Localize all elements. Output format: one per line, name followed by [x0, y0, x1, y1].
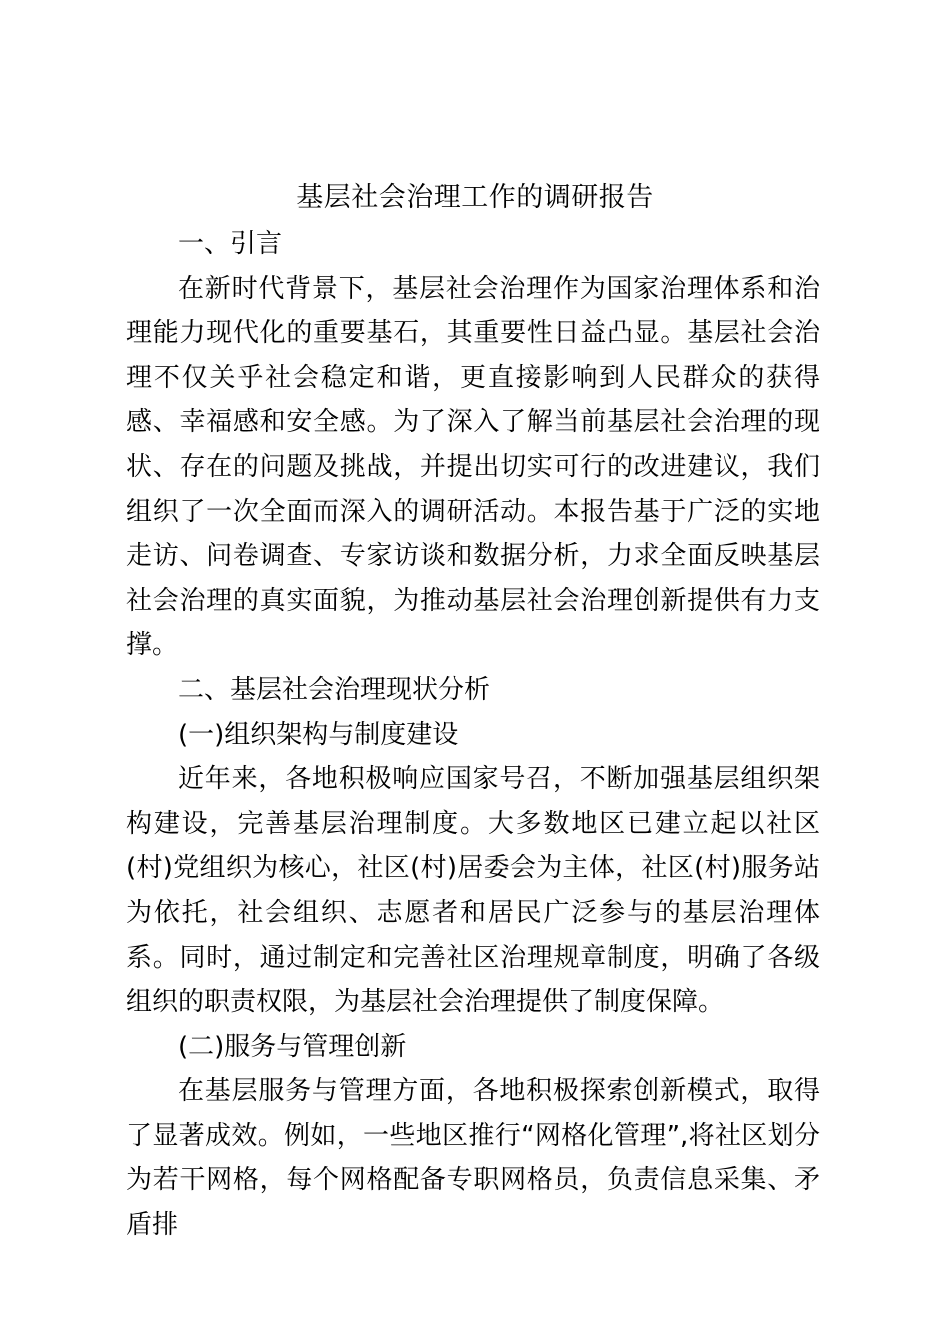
organization-paragraph: 近年来，各地积极响应国家号召，不断加强基层组织架构建设，完善基层治理制度。大多数地区已建立起以社区(村)党组织为核心，社区(村)居委会为主体，社区(村)服务站为依托，社会组织、志愿者和居民广泛参与的基层治理体系。同时，通过制定和完善社区治理规章制度，明确了各级组织的职责权限，为基层社会治理提供了制度保障。	[126, 764, 820, 1018]
subsection-heading-service-innovation: (二)服务与管理创新	[178, 1031, 407, 1062]
document-body	[126, 222, 820, 1248]
service-innovation-paragraph: 在基层服务与管理方面，各地积极探索创新模式，取得了显著成效。例如，一些地区推行“网格化管理”,将社区划分为若干网格，每个网格配备专职网格员，负责信息采集、矛盾排	[126, 1076, 820, 1241]
document-title: 基层社会治理工作的调研报告	[296, 182, 654, 213]
section-heading-introduction: 一、引言	[178, 229, 283, 259]
section-heading-status-analysis: 二、基层社会治理现状分析	[178, 674, 491, 705]
introduction-paragraph: 在新时代背景下，基层社会治理作为国家治理体系和治理能力现代化的重要基石，其重要性日益凸显。基层社会治理不仅关乎社会稳定和谐，更直接影响到人民群众的获得感、幸福感和安全感。为了深入了解当前基层社会治理的现状、存在的问题及挑战，并提出切实可行的改进建议，我们组织了一次全面而深入的调研活动。本报告基于广泛的实地走访、问卷调查、专家访谈和数据分析，力求全面反映基层社会治理的真实面貌，为推动基层社会治理创新提供有力支撑。	[126, 273, 820, 661]
subsection-heading-organization: (一)组织架构与制度建设	[178, 719, 459, 750]
